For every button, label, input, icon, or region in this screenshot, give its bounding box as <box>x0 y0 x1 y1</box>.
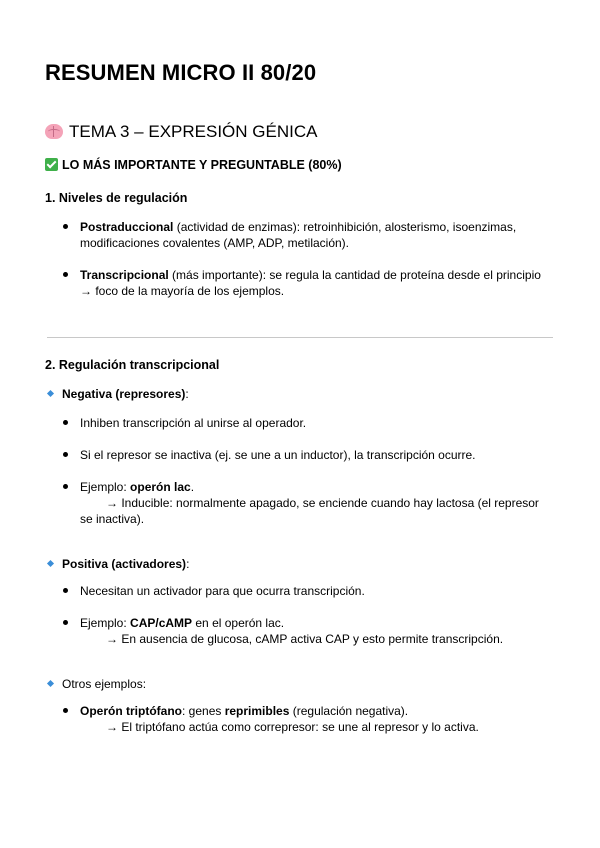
item-text: (regulación negativa). <box>289 704 409 718</box>
item-text: : genes <box>182 704 225 718</box>
section-divider <box>47 337 553 338</box>
list-item-operon-triptofano <box>80 703 408 719</box>
term-reprimibles: reprimibles <box>224 704 290 718</box>
diamond-bullet-icon <box>47 560 54 567</box>
bullet-icon <box>63 272 68 277</box>
item-continuation: → Inducible: normalmente apagado, se enciende cuando hay lactosa (el represor <box>106 496 539 510</box>
list-item: Necesitan un activador para que ocurra transcripción. <box>80 584 365 598</box>
item-text: Ejemplo: <box>80 616 131 630</box>
bullet-icon <box>63 620 68 625</box>
bullet-icon <box>63 588 68 593</box>
negativa-term: Negativa (represores) <box>62 387 186 401</box>
list-item-cap-camp <box>80 615 284 631</box>
term-operon-triptofano: Operón triptófano <box>80 704 182 718</box>
item-text: : <box>186 557 190 571</box>
otros-label: Otros ejemplos: <box>62 677 147 691</box>
regulacion-heading: 2. Regulación transcripcional <box>45 358 220 372</box>
term-operon-lac: operón lac <box>130 480 191 494</box>
diamond-bullet-icon <box>47 680 54 687</box>
item-text: en el operón lac. <box>192 616 285 630</box>
positiva-term: Positiva (activadores) <box>62 557 187 571</box>
section-heading <box>45 122 317 142</box>
item-text: : <box>185 387 189 401</box>
item-continuation: → En ausencia de glucosa, cAMP activa CAP y esto permite transcripción. <box>106 632 504 646</box>
bullet-icon <box>63 420 68 425</box>
check-mark-icon <box>45 158 58 171</box>
item-continuation: se inactiva). <box>80 512 145 526</box>
term-postraduccional: Postraduccional <box>80 220 174 234</box>
highlight-heading <box>45 158 342 172</box>
item-continuation: modificaciones covalentes (AMP, ADP, metilación). <box>80 236 350 250</box>
item-text: (más importante): se regula la cantidad de proteína desde el principio <box>168 268 541 282</box>
negativa-label <box>62 386 189 402</box>
highlight-label: LO MÁS IMPORTANTE Y PREGUNTABLE (80%) <box>62 158 342 172</box>
list-item-postraduccional <box>80 219 516 235</box>
list-item: Inhiben transcripción al unirse al operador. <box>80 416 307 430</box>
bullet-icon <box>63 224 68 229</box>
bullet-icon <box>63 452 68 457</box>
item-text: . <box>190 480 195 494</box>
item-continuation: → foco de la mayoría de los ejemplos. <box>80 284 285 298</box>
positiva-label <box>62 556 189 572</box>
list-item-operon-lac <box>80 479 194 495</box>
list-item-transcripcional <box>80 267 541 283</box>
diamond-bullet-icon <box>47 390 54 397</box>
section-title: TEMA 3 – EXPRESIÓN GÉNICA <box>69 122 318 141</box>
bullet-icon <box>63 484 68 489</box>
item-text: (actividad de enzimas): retroinhibición, alosterismo, isoenzimas, <box>173 220 517 234</box>
niveles-heading: 1. Niveles de regulación <box>45 191 188 205</box>
brain-icon <box>45 124 63 139</box>
list-item: Si el represor se inactiva (ej. se une a un inductor), la transcripción ocurre. <box>80 448 476 462</box>
item-text: Ejemplo: <box>80 480 131 494</box>
document-title: RESUMEN MICRO II 80/20 <box>45 60 317 85</box>
bullet-icon <box>63 708 68 713</box>
item-continuation: → El triptófano actúa como correpresor: se une al represor y lo activa. <box>106 720 479 734</box>
term-transcripcional: Transcripcional <box>80 268 169 282</box>
term-cap-camp: CAP/cAMP <box>130 616 193 630</box>
